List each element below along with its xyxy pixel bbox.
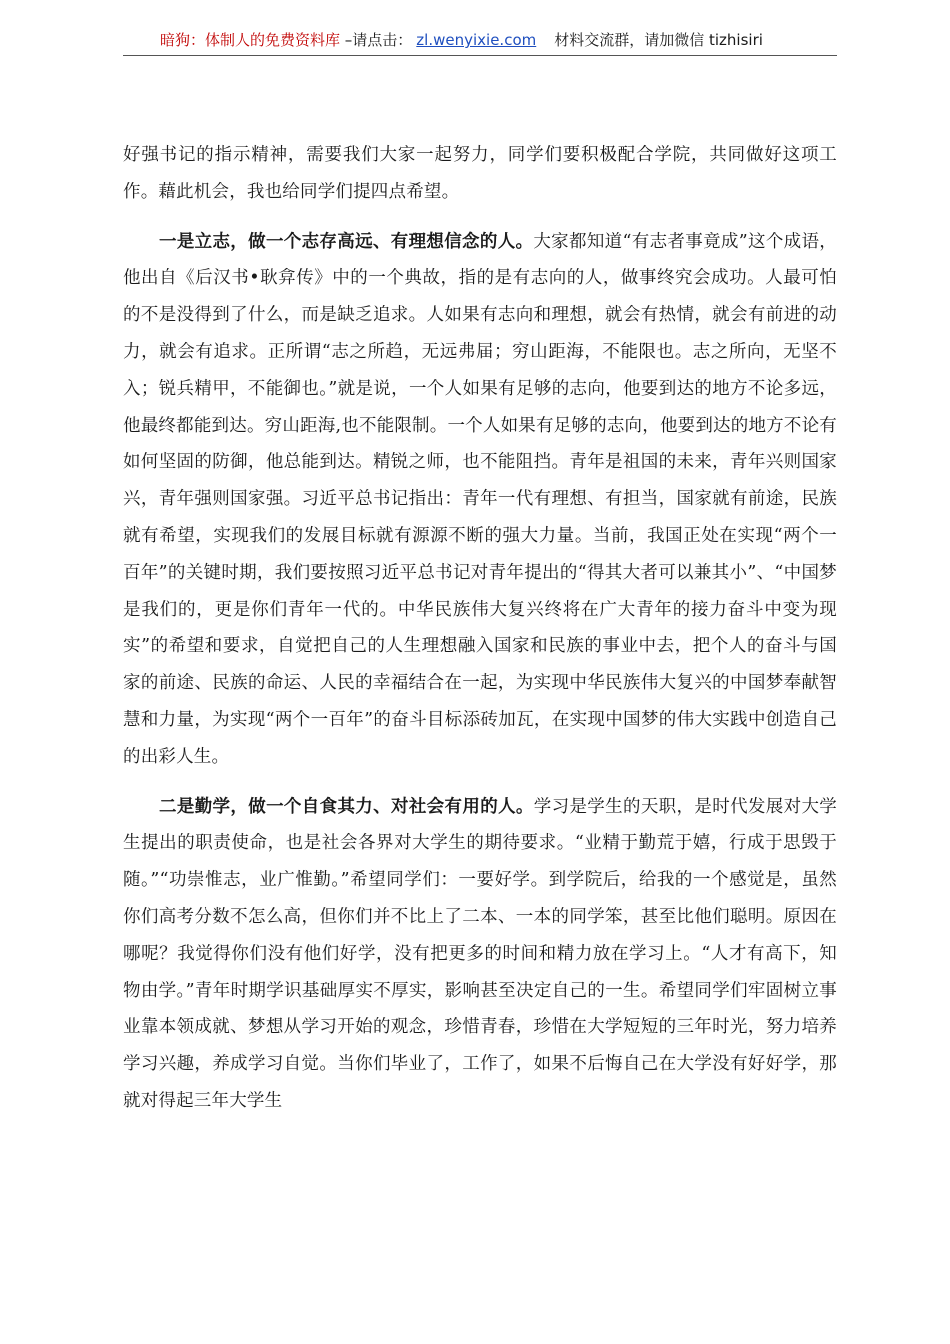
page-header (123, 26, 837, 56)
paragraph-body: 好强书记的指示精神，需要我们大家一起努力，同学们要积极配合学院，共同做好这项工作。藉此机会，我也给同学们提四点希望。 (123, 145, 837, 202)
document-body (123, 137, 837, 1120)
header-separator: –请点击： (340, 31, 413, 49)
paragraph-body: 学习是学生的天职，是时代发展对大学生提出的职责使命，也是社会各界对大学生的期待要求。“业精于勤荒于嬉，行成于思毁于随。”“功崇惟志，业广惟勤。”希望同学们：一要好学。到学院后，给我的一个感觉是，虽然你们高考分数不怎么高，但你们并不比上了二本、一本的同学笨，甚至比他们聪明。原因在哪呢？我觉得你们没有他们好学，没有把更多的时间和精力放在学习上。“人才有高下，知物由学。”青年时期学识基础厚实不厚实，影响甚至决定自己的一生。希望同学们牢固树立事业靠本领成就、梦想从学习开始的观念，珍惜青春，珍惜在大学短短的三年时光，努力培养学习兴趣，养成学习自觉。当你们毕业了，工作了，如果不后悔自己在大学没有好好学，那就对得起三年大学生 (123, 796, 837, 1111)
header-brand: 暗狗：体制人的免费资料库 (160, 31, 341, 49)
header-link[interactable]: zl.wenyixie.com (416, 31, 537, 49)
paragraph-lead: 一是立志，做一个志存高远、有理想信念的人。 (159, 231, 534, 252)
paragraph-diligence (123, 789, 837, 1120)
paragraph-aspiration (123, 224, 837, 776)
paragraph-lead: 二是勤学，做一个自食其力、对社会有用的人。 (159, 796, 534, 817)
paragraph-intro (123, 137, 837, 211)
header-note: 材料交流群，请加微信 tizhisiri (554, 31, 763, 49)
paragraph-body: 大家都知道“有志者事竟成”这个成语，他出自《后汉书•耿弇传》中的一个典故，指的是有志向的人，做事终究会成功。人最可怕的不是没得到了什么，而是缺乏追求。人如果有志向和理想，就会有热情，就会有前进的动力，就会有追求。正所谓“志之所趋，无远弗届；穷山距海，不能限也。志之所向，无坚不入；锐兵精甲，不能御也。”就是说，一个人如果有足够的志向，他要到达的地方不论多远，他最终都能到达。穷山距海,也不能限制。一个人如果有足够的志向，他要到达的地方不论有如何坚固的防御，他总能到达。精锐之师，也不能阻挡。青年是祖国的未来，青年兴则国家兴，青年强则国家强。习近平总书记指出：青年一代有理想、有担当，国家就有前途，民族就有希望，实现我们的发展目标就有源源不断的强大力量。当前，我国正处在实现“两个一百年”的关键时期，我们要按照习近平总书记对青年提出的“得其大者可以兼其小”、“中国梦是我们的，更是你们青年一代的。中华民族伟大复兴终将在广大青年的接力奋斗中变为现实”的希望和要求，自觉把自己的人生理想融入国家和民族的事业中去，把个人的奋斗与国家的前途、民族的命运、人民的幸福结合在一起，为实现中华民族伟大复兴的中国梦奉献智慧和力量，为实现“两个一百年”的奋斗目标添砖加瓦，在实现中国梦的伟大实践中创造自己的出彩人生。 (123, 231, 837, 767)
